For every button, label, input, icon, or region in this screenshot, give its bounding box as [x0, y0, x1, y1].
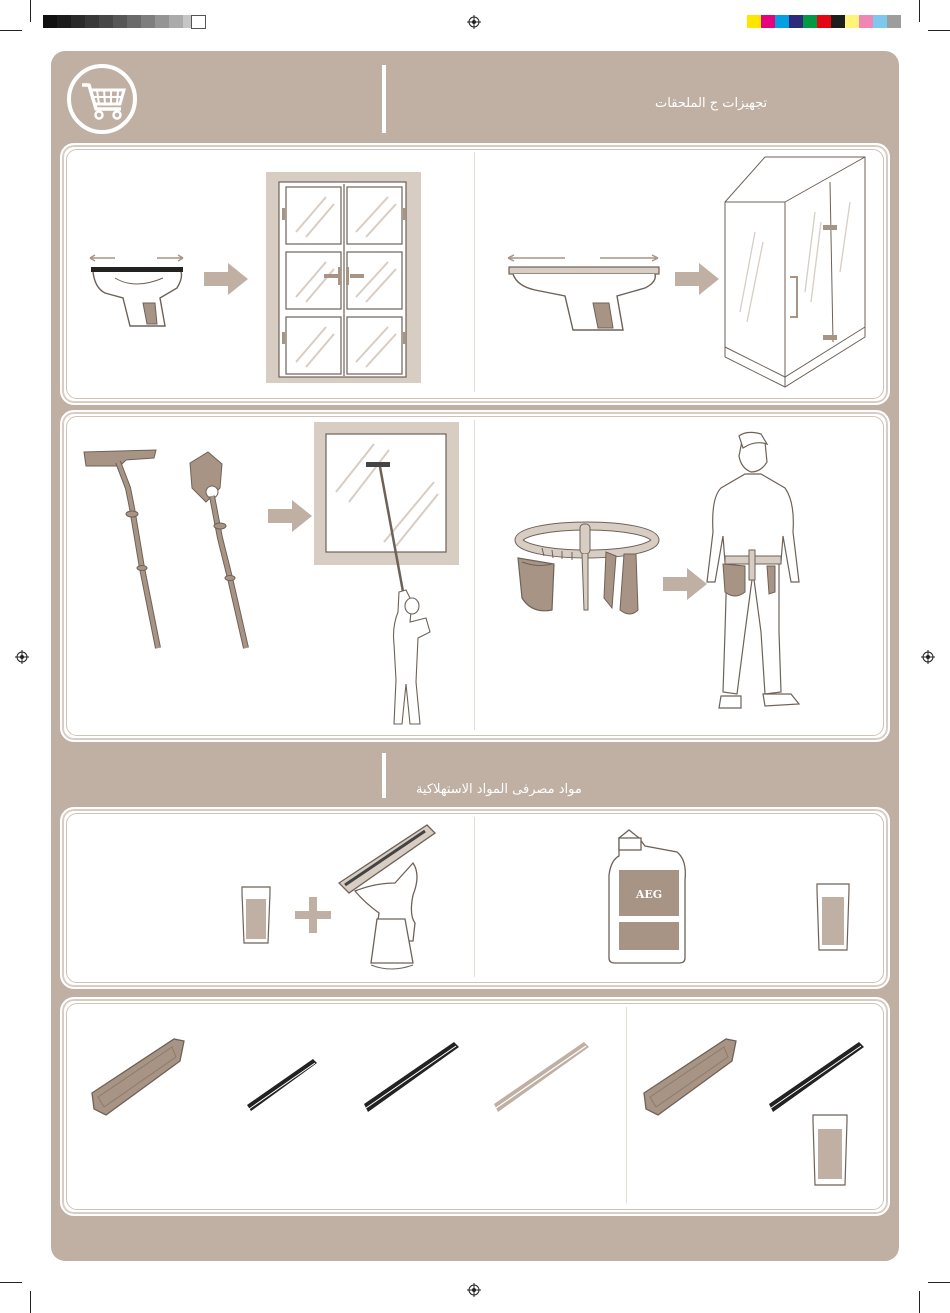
crop-mark-top-left-h [0, 30, 22, 31]
detergent-bottle-illustration [605, 830, 690, 965]
shopping-cart-icon [66, 63, 138, 135]
header-divider [382, 65, 386, 133]
wide-nozzle-illustration [505, 248, 665, 333]
consumables-title: مواد مصرفی المواد الاستهلاكية [416, 782, 582, 797]
detergent-sachet-illustration [813, 882, 853, 954]
shower-blade-illustration [492, 1040, 592, 1114]
registration-mark-left [15, 650, 29, 664]
panel-3-separator [474, 817, 475, 977]
panel-4-separator [626, 1007, 627, 1203]
wide-blade-illustration [767, 1040, 867, 1114]
crop-mark-bottom-left-h [0, 1282, 22, 1283]
arrow-right-icon [675, 263, 719, 295]
panel-2-separator [474, 420, 475, 730]
crop-mark-top-left-v [30, 0, 31, 22]
arrow-right-icon [204, 263, 248, 295]
narrow-blade-illustration [245, 1057, 320, 1113]
arrow-right-icon [268, 500, 312, 532]
plus-icon [295, 897, 331, 933]
crop-mark-bottom-right-v [919, 1291, 920, 1313]
accessories-title: تجهيزات ج الملحقات [655, 96, 768, 111]
panel-detergents [60, 807, 890, 989]
crop-mark-bottom-left-v [30, 1291, 31, 1313]
registration-mark-top [467, 15, 481, 29]
detergent-sachet-illustration [809, 1113, 851, 1189]
aeg-logo: AEG [635, 888, 663, 901]
crop-mark-top-right-h [928, 30, 950, 31]
high-window-cleaning-illustration [314, 422, 459, 730]
narrow-nozzle-illustration [85, 248, 195, 333]
man-wearing-belt-illustration [695, 432, 810, 712]
registration-mark-bottom [467, 1283, 481, 1297]
wide-blade-illustration [362, 1040, 462, 1114]
registration-mark-right [921, 650, 935, 664]
panel-1-separator [474, 152, 475, 392]
window-vacuum-with-spray-bottle-illustration [335, 823, 440, 973]
microfibre-pad-illustration [640, 1035, 738, 1120]
consumables-divider [382, 753, 386, 798]
extension-pole-illustration [80, 448, 260, 648]
crop-mark-bottom-right-h [928, 1282, 950, 1283]
window-door-illustration [266, 172, 421, 383]
microfibre-pad-illustration [88, 1035, 186, 1120]
detergent-sachet-illustration [238, 885, 274, 947]
shower-cabin-illustration [715, 152, 875, 392]
tool-belt-illustration [512, 518, 662, 623]
crop-mark-top-right-v [919, 0, 920, 22]
